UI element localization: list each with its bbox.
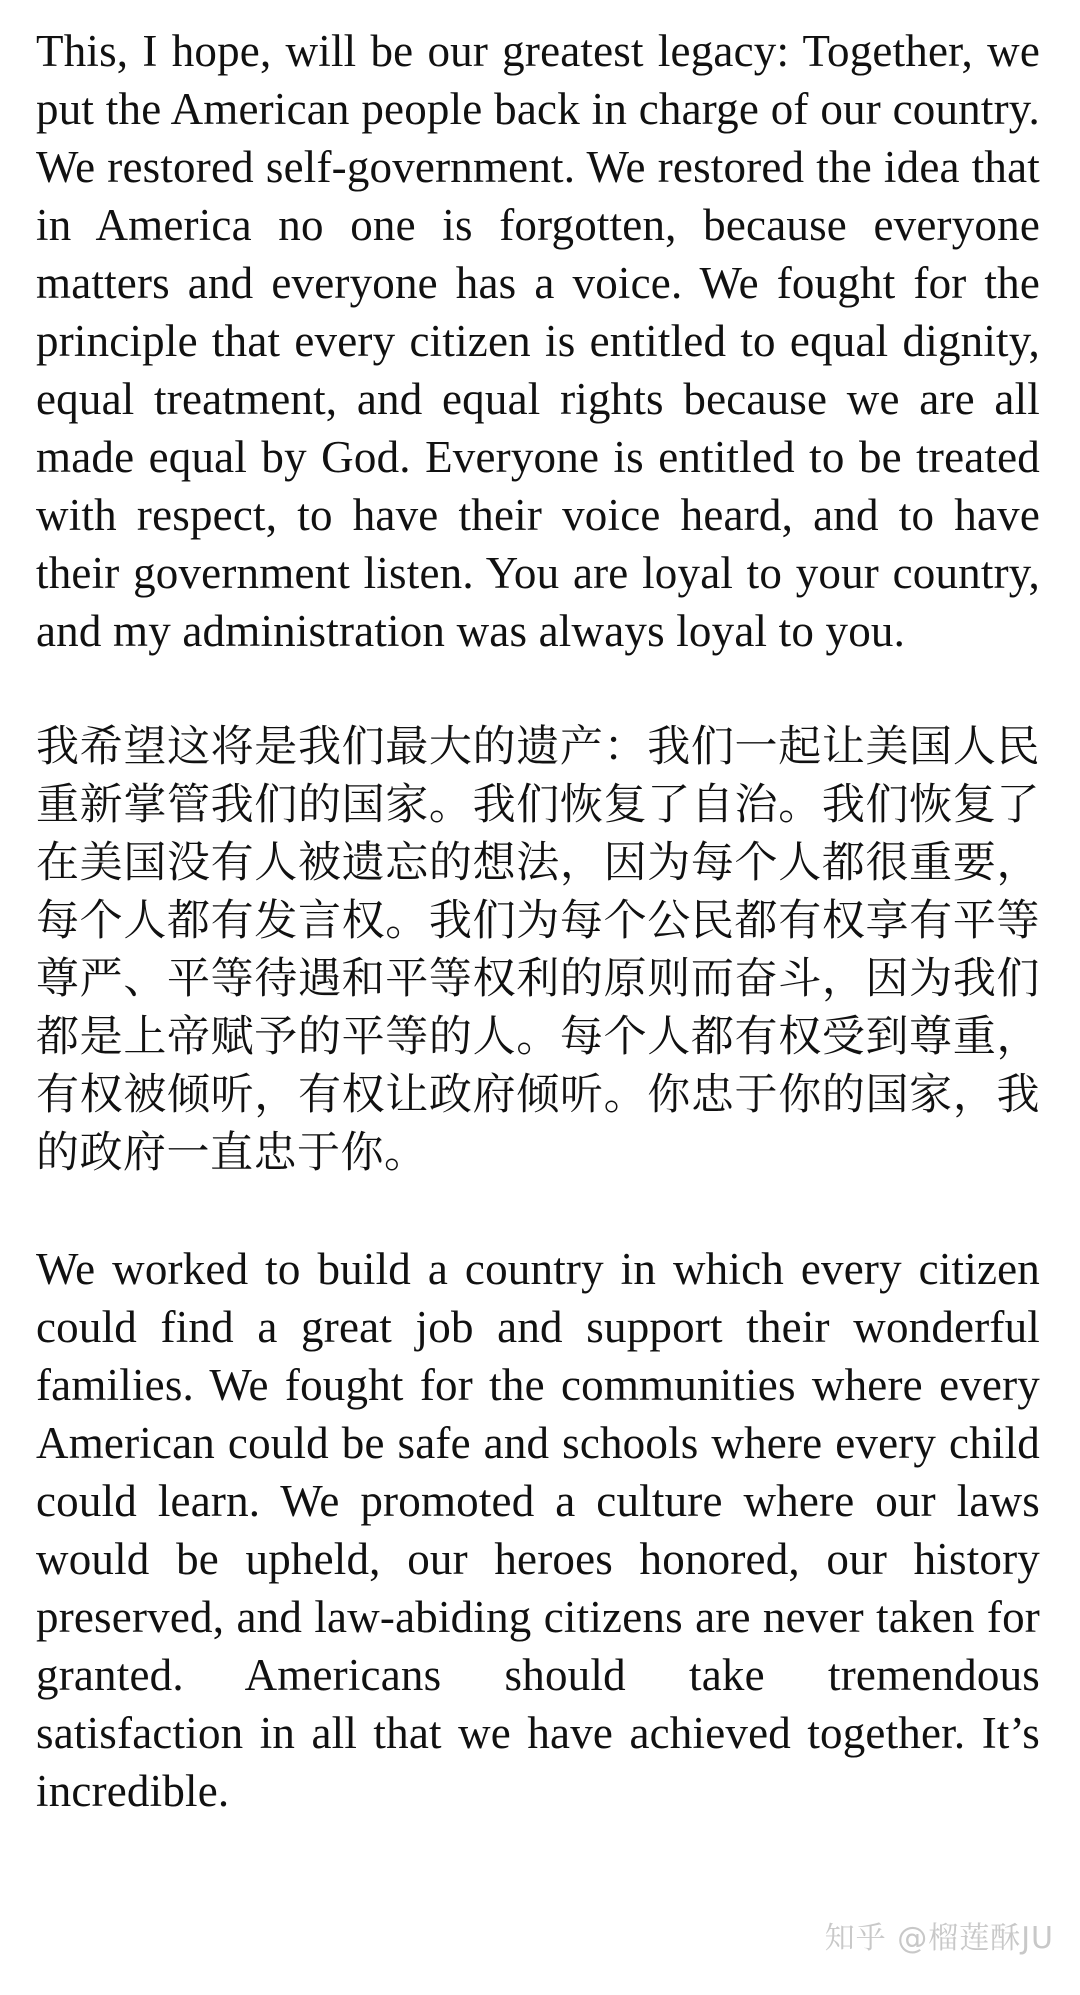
paragraph-chinese-translation: 我希望这将是我们最大的遗产：我们一起让美国人民重新掌管我们的国家。我们恢复了自治。我们恢复了在美国没有人被遗忘的想法，因为每个人都很重要，每个人都有发言权。我们为每个公民都有权享有平等尊严、平等待遇和平等权利的原则而奋斗，因为我们都是上帝赋予的平等的人。每个人都有权受到尊重，有权被倾听，有权让政府倾听。你忠于你的国家，我的政府一直忠于你。 bbox=[36, 722, 1040, 1178]
paragraph-english-1: This, I hope, will be our greatest legacy: Together, we put the American people back in charge of our country. We restored self-government. We restored the idea that in America no one is forgotten, because everyone matters and everyone has a voice. We fought for the principle that every citizen is entitled to equal dignity, equal treatment, and equal rights because we are all made equal by God. Everyone is entitled to be treated with respect, to have their voice heard, and to have their government listen. You are loyal to your country, and my administration was always loyal to you. bbox=[36, 26, 1040, 656]
paragraph-english-2: We worked to build a country in which every citizen could find a great job and support their wonderful families. We fought for the communities where every American could be safe and schools where every child could learn. We promoted a culture where our laws would be upheld, our heroes honored, our history preserved, and law-abiding citizens are never taken for granted. Americans should take tremendous satisfaction in all that we have achieved together. It’s incredible. bbox=[36, 1244, 1040, 1816]
zhihu-watermark: 知乎 @榴莲酥JU bbox=[824, 1921, 1054, 1956]
document-body bbox=[36, 22, 1040, 1820]
